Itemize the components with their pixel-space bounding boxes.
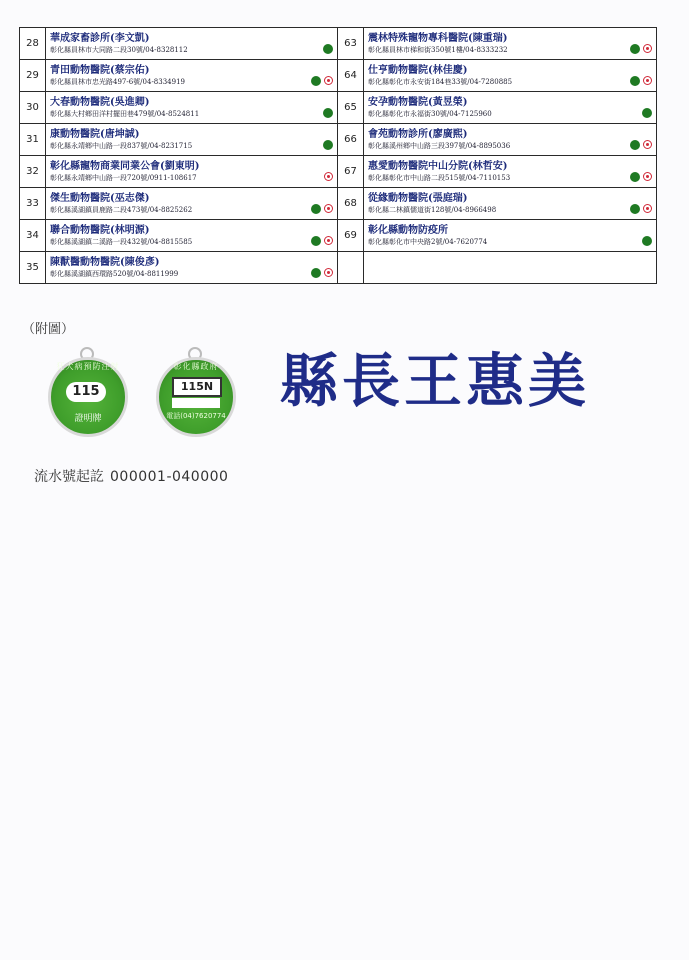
row-number: 68 [338, 188, 364, 220]
service-marks [639, 230, 652, 249]
clinic-name: 青田動物醫院(蔡宗佑) [50, 65, 150, 76]
green-dot-icon [630, 172, 640, 182]
clinic-address: 彰化縣溪州鄉中山路三段397號/04-8895036 [368, 142, 511, 150]
clinic-cell [46, 252, 338, 284]
clinic-address: 彰化縣溪湖鎮二溪路一段432號/04-8815585 [50, 238, 193, 246]
clinic-name: 從緣動物醫院(張庭瑞) [368, 193, 468, 204]
clinic-name: 彰化縣動物防疫所 [368, 225, 448, 236]
red-circle-icon [643, 44, 652, 53]
row-number: 69 [338, 220, 364, 252]
red-circle-icon [324, 76, 333, 85]
tag-arc-text: 狂犬病預防注射 [56, 362, 120, 371]
clinic-cell [364, 220, 657, 252]
green-dot-icon [323, 108, 333, 118]
service-marks [320, 102, 333, 121]
green-dot-icon [323, 44, 333, 54]
row-number: 64 [338, 60, 364, 92]
table-row [20, 124, 657, 156]
clinic-table [19, 27, 657, 284]
clinic-address: 彰化縣彰化市永安街184巷33號/04-7280885 [368, 78, 513, 86]
service-marks [627, 166, 652, 185]
serial-label: 流水號起訖 [34, 469, 104, 485]
appendix-label: （附圖） [22, 322, 75, 337]
tag-number: 115 [66, 382, 106, 402]
red-circle-icon [643, 204, 652, 213]
clinic-name: 大春動物醫院(吳進卿) [50, 97, 150, 108]
clinic-cell [364, 252, 657, 284]
clinic-cell [46, 28, 338, 60]
green-dot-icon [642, 236, 652, 246]
green-dot-icon [630, 204, 640, 214]
table-row [20, 156, 657, 188]
clinic-address: 彰化縣大村鄉田洋村擺田巷479號/04-8524811 [50, 110, 200, 118]
clinic-address: 彰化縣員林市忠光路497-6號/04-8334919 [50, 78, 185, 86]
service-marks [627, 198, 652, 217]
service-marks [627, 70, 652, 89]
clinic-address: 彰化縣溪湖鎮員鹿路二段473號/04-8825262 [50, 206, 193, 214]
clinic-address: 彰化縣彰化市中山路二段515號/04-7110153 [368, 174, 511, 182]
red-circle-icon [324, 172, 333, 181]
service-marks [308, 198, 333, 217]
red-circle-icon [324, 268, 333, 277]
clinic-address: 彰化縣溪湖鎮西環路520號/04-8811999 [50, 270, 179, 278]
green-dot-icon [630, 44, 640, 54]
clinic-cell [364, 156, 657, 188]
serial-numbers: 000001-040000 [110, 469, 229, 485]
clinic-name: 仕亨動物醫院(林佳慶) [368, 65, 468, 76]
service-marks [627, 134, 652, 153]
clinic-cell [364, 124, 657, 156]
magistrate-signature: 縣長王惠美 [280, 347, 591, 415]
clinic-name: 會苑動物診所(廖廣熙) [368, 129, 468, 140]
clinic-address: 彰化縣彰化市永福街30號/04-7125960 [368, 110, 492, 118]
clinic-name: 惠愛動物醫院中山分院(林哲安) [368, 161, 508, 172]
tag-number: 115N [172, 377, 222, 397]
table-row [20, 28, 657, 60]
row-number: 33 [20, 188, 46, 220]
service-marks [308, 230, 333, 249]
green-dot-icon [642, 108, 652, 118]
clinic-name: 華成家畜診所(李文凱) [50, 33, 150, 44]
clinic-cell [364, 92, 657, 124]
clinic-address: 彰化縣彰化市中央路2號/04-7620774 [368, 238, 488, 246]
table-row [20, 252, 657, 284]
service-marks [308, 70, 333, 89]
row-number: 63 [338, 28, 364, 60]
red-circle-icon [643, 172, 652, 181]
serial-range [34, 466, 228, 486]
clinic-cell [46, 156, 338, 188]
clinic-cell [364, 60, 657, 92]
clinic-name: 陳獸醫動物醫院(陳俊彥) [50, 257, 160, 268]
green-dot-icon [311, 236, 321, 246]
row-number: 66 [338, 124, 364, 156]
tag-arc-text: 彰化縣政府 [173, 362, 219, 371]
clinic-address: 彰化縣永靖鄉中山路一段837號/04-8231715 [50, 142, 193, 150]
service-marks [320, 38, 333, 57]
row-number: 30 [20, 92, 46, 124]
clinic-address: 彰化縣永靖鄉中山路一段720號/0911-108617 [50, 174, 197, 182]
clinic-address: 彰化縣員林市梯和街350號1樓/04-8333232 [368, 46, 508, 54]
clinic-cell [46, 220, 338, 252]
row-number: 67 [338, 156, 364, 188]
green-dot-icon [311, 268, 321, 278]
clinic-name: 康動物醫院(唐坤誠) [50, 129, 140, 140]
row-number: 28 [20, 28, 46, 60]
service-marks [320, 134, 333, 153]
rabies-tag-front-image [48, 347, 128, 439]
table-row [20, 92, 657, 124]
tag-phone-text: 電話(04)7620774 [166, 412, 226, 420]
red-circle-icon [643, 140, 652, 149]
clinic-address: 彰化縣二林鎮儒道街128號/04-8966498 [368, 206, 497, 214]
tag-cert-text: 證明牌 [74, 414, 102, 424]
clinic-cell [46, 124, 338, 156]
green-dot-icon [311, 204, 321, 214]
service-marks [308, 262, 333, 281]
green-dot-icon [630, 140, 640, 150]
green-dot-icon [311, 76, 321, 86]
rabies-tag-back-image [156, 347, 236, 439]
row-number: 34 [20, 220, 46, 252]
clinic-name: 傑生動物醫院(巫志傑) [50, 193, 150, 204]
row-number: 65 [338, 92, 364, 124]
row-number: 31 [20, 124, 46, 156]
service-marks [639, 102, 652, 121]
clinic-name: 彰化縣寵物商業同業公會(劉東明) [50, 161, 200, 172]
table-row [20, 220, 657, 252]
clinic-cell [46, 92, 338, 124]
red-circle-icon [643, 76, 652, 85]
clinic-cell [46, 188, 338, 220]
green-dot-icon [323, 140, 333, 150]
clinic-cell [46, 60, 338, 92]
red-circle-icon [324, 236, 333, 245]
red-circle-icon [324, 204, 333, 213]
row-number: 35 [20, 252, 46, 284]
table-row [20, 60, 657, 92]
row-number [338, 252, 364, 284]
clinic-address: 彰化縣員林市大同路二段30號/04-8328112 [50, 46, 188, 54]
row-number: 32 [20, 156, 46, 188]
clinic-cell [364, 28, 657, 60]
service-marks [627, 38, 652, 57]
row-number: 29 [20, 60, 46, 92]
clinic-name: 震林特殊寵物專科醫院(陳重瑞) [368, 33, 508, 44]
clinic-name: 聯合動物醫院(林明源) [50, 225, 150, 236]
table-row [20, 188, 657, 220]
clinic-name: 安孕動物醫院(黃昱榮) [368, 97, 468, 108]
clinic-cell [364, 188, 657, 220]
service-marks [321, 166, 333, 185]
green-dot-icon [630, 76, 640, 86]
